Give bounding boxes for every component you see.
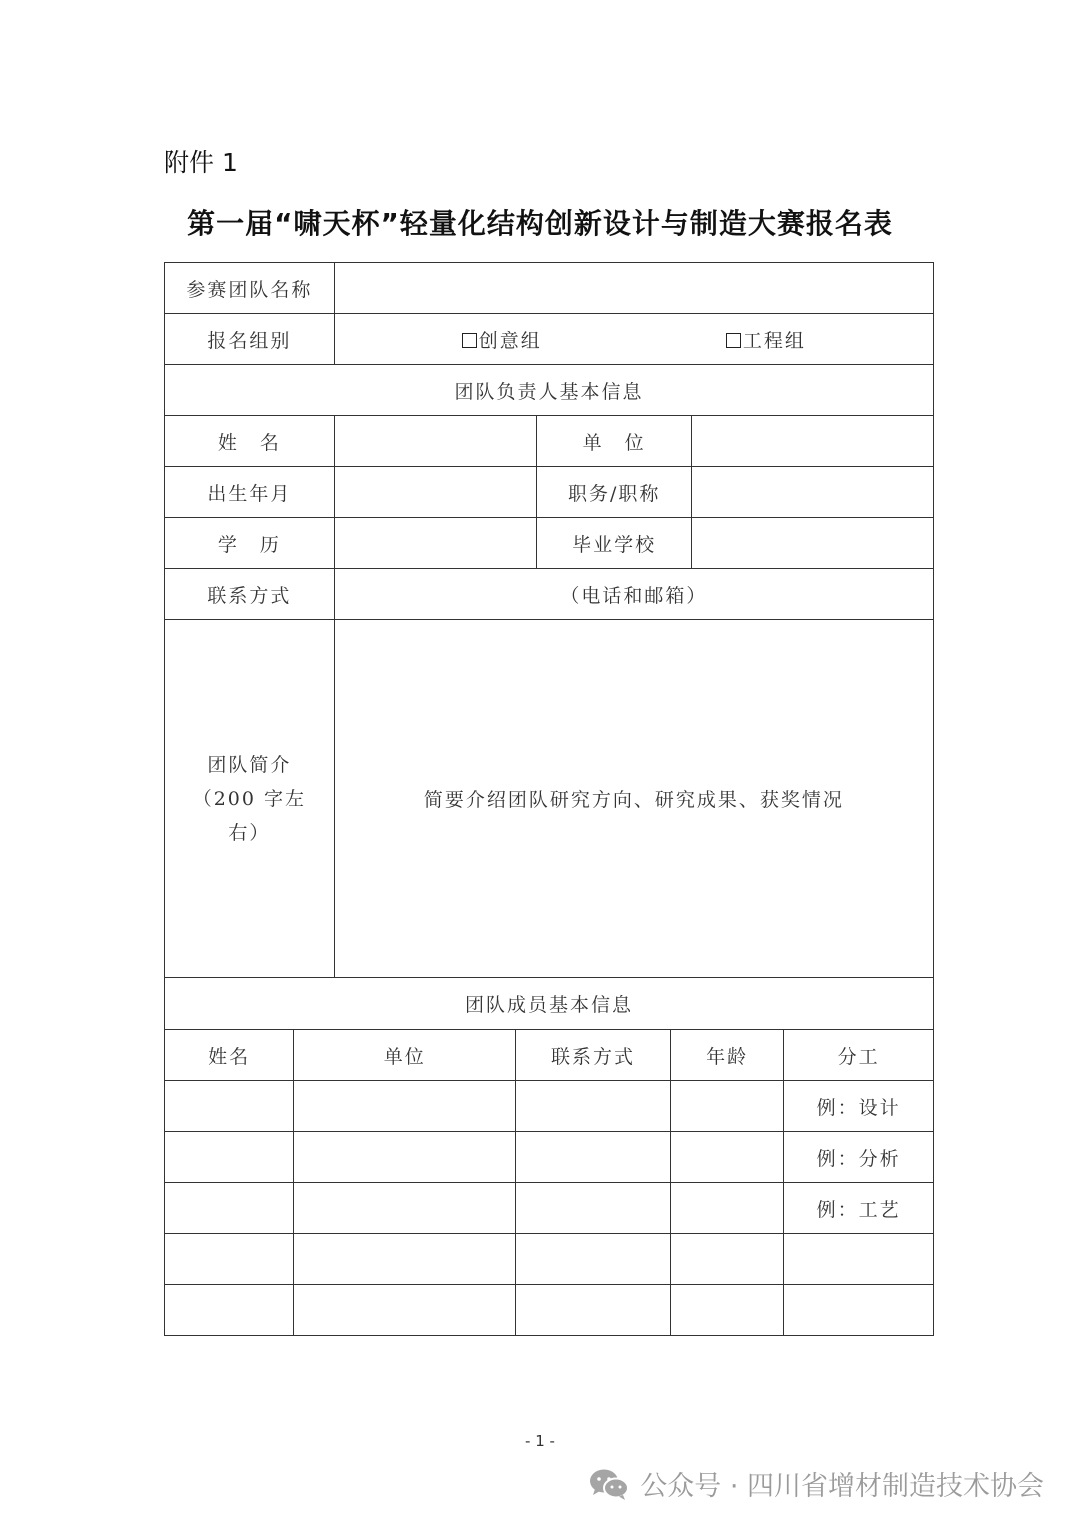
member-name-cell[interactable]	[165, 1081, 294, 1132]
intro-field[interactable]: 简要介绍团队研究方向、研究成果、获奖情况	[334, 620, 933, 978]
intro-label	[165, 620, 335, 978]
intro-label-line2: （200 字左右）	[192, 787, 306, 844]
form-title: 第一届“啸天杯”轻量化结构创新设计与制造大赛报名表	[187, 207, 893, 240]
leader-section-row	[165, 365, 934, 416]
group-row	[165, 314, 934, 365]
option-creative-label: 创意组	[478, 329, 542, 352]
contact-label: 联系方式	[165, 569, 335, 620]
member-name-cell[interactable]	[165, 1132, 294, 1183]
member-age-cell[interactable]	[670, 1234, 783, 1285]
birth-field[interactable]	[334, 467, 537, 518]
page-number: - 1 -	[525, 1432, 555, 1450]
member-contact-cell[interactable]	[516, 1285, 671, 1336]
checkbox-icon[interactable]	[462, 333, 477, 348]
member-row	[165, 1183, 934, 1234]
member-name-cell[interactable]	[165, 1234, 294, 1285]
birth-label: 出生年月	[165, 467, 335, 518]
attachment-label: 附件 1	[164, 148, 238, 177]
position-field[interactable]	[692, 467, 934, 518]
option-engineering-label: 工程组	[742, 329, 806, 352]
school-label: 毕业学校	[537, 518, 692, 569]
watermark-text: 公众号 · 四川省增材制造技术协会	[640, 1471, 1044, 1502]
member-contact-cell[interactable]	[516, 1081, 671, 1132]
member-row	[165, 1234, 934, 1285]
leader-education-row	[165, 518, 934, 569]
group-label: 报名组别	[165, 314, 335, 365]
member-unit-cell[interactable]	[294, 1132, 516, 1183]
team-name-label: 参赛团队名称	[165, 263, 335, 314]
member-age-cell[interactable]	[670, 1183, 783, 1234]
group-options	[334, 314, 933, 365]
member-unit-cell[interactable]	[294, 1081, 516, 1132]
member-header-age: 年龄	[670, 1030, 783, 1081]
watermark	[588, 1464, 1044, 1503]
leader-section-heading: 团队负责人基本信息	[165, 365, 934, 416]
member-name-cell[interactable]	[165, 1183, 294, 1234]
member-header-role: 分工	[784, 1030, 934, 1081]
member-role-cell[interactable]: 例：设计	[784, 1081, 934, 1132]
member-unit-cell[interactable]	[294, 1234, 516, 1285]
members-header-row	[165, 1030, 934, 1081]
member-role-cell[interactable]: 例：分析	[784, 1132, 934, 1183]
school-field[interactable]	[692, 518, 934, 569]
option-creative[interactable]	[462, 326, 542, 353]
education-field[interactable]	[334, 518, 537, 569]
wechat-icon	[588, 1467, 630, 1501]
member-header-unit: 单位	[294, 1030, 516, 1081]
members-section-heading: 团队成员基本信息	[165, 978, 934, 1030]
option-engineering[interactable]	[726, 326, 806, 353]
member-age-cell[interactable]	[670, 1081, 783, 1132]
team-name-row	[165, 263, 934, 314]
contact-row	[165, 569, 934, 620]
member-header-contact: 联系方式	[516, 1030, 671, 1081]
education-label: 学 历	[165, 518, 335, 569]
team-name-field[interactable]	[334, 263, 933, 314]
position-label: 职务/职称	[537, 467, 692, 518]
member-role-cell[interactable]	[784, 1234, 934, 1285]
member-unit-cell[interactable]	[294, 1183, 516, 1234]
unit-field[interactable]	[692, 416, 934, 467]
name-label: 姓 名	[165, 416, 335, 467]
checkbox-icon[interactable]	[726, 333, 741, 348]
member-unit-cell[interactable]	[294, 1285, 516, 1336]
member-role-cell[interactable]	[784, 1285, 934, 1336]
member-age-cell[interactable]	[670, 1132, 783, 1183]
member-contact-cell[interactable]	[516, 1132, 671, 1183]
member-row	[165, 1132, 934, 1183]
member-row	[165, 1285, 934, 1336]
team-intro-row	[165, 620, 934, 978]
member-name-cell[interactable]	[165, 1285, 294, 1336]
members-section-row	[165, 978, 934, 1030]
leader-name-row	[165, 416, 934, 467]
member-header-name: 姓名	[165, 1030, 294, 1081]
member-age-cell[interactable]	[670, 1285, 783, 1336]
member-contact-cell[interactable]	[516, 1183, 671, 1234]
unit-label: 单 位	[537, 416, 692, 467]
registration-form-table	[164, 262, 934, 1336]
contact-field[interactable]: （电话和邮箱）	[334, 569, 933, 620]
member-contact-cell[interactable]	[516, 1234, 671, 1285]
intro-label-line1: 团队简介	[207, 753, 292, 776]
member-role-cell[interactable]: 例：工艺	[784, 1183, 934, 1234]
member-row	[165, 1081, 934, 1132]
name-field[interactable]	[334, 416, 537, 467]
leader-birth-row	[165, 467, 934, 518]
